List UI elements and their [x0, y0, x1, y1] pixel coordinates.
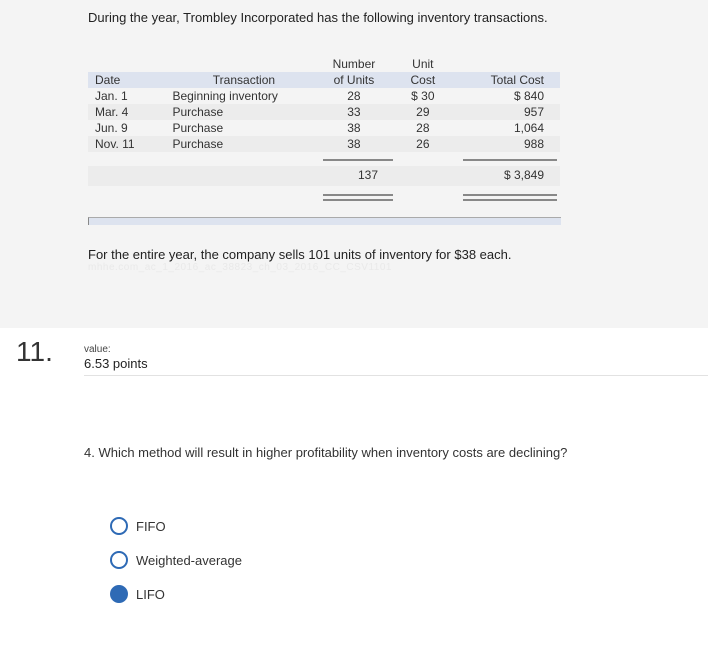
header-date: Date: [88, 72, 172, 88]
table-header-row: [88, 72, 560, 88]
cell-total: 988: [453, 136, 560, 152]
intro-text: During the year, Trombley Incorporated has the following inventory transactions.: [88, 10, 548, 25]
points-value: 6.53 points: [84, 356, 148, 371]
option-lifo[interactable]: [110, 584, 165, 604]
cell-transaction: Purchase: [172, 136, 315, 152]
cell-cost: 28: [392, 120, 453, 136]
sales-statement: For the entire year, the company sells 101 units of inventory for $38 each.: [88, 247, 512, 262]
units-subtotal-rule: [323, 159, 393, 161]
units-double-rule-2: [323, 199, 393, 201]
cell-date: Jun. 9: [88, 120, 172, 136]
watermark-text: mhhe.com_ac_1_2016_ac_38823_ch_03_2016_CC_CSV1101: [88, 262, 392, 273]
total-double-rule-1: [463, 194, 557, 196]
cell-date: Mar. 4: [88, 104, 172, 120]
header-cost-bottom: Cost: [392, 72, 453, 88]
cell-date: Jan. 1: [88, 88, 172, 104]
cell-units: 33: [315, 104, 392, 120]
cell-transaction: Purchase: [172, 104, 315, 120]
header-cost-top: Unit: [392, 56, 453, 72]
units-double-rule-1: [323, 194, 393, 196]
inventory-table: [88, 56, 560, 152]
option-label: FIFO: [136, 518, 166, 534]
option-weighted-average[interactable]: [110, 550, 242, 570]
cell-cost: 26: [392, 136, 453, 152]
question-text: 4. Which method will result in higher profitability when inventory costs are declining?: [84, 445, 568, 460]
total-double-rule-2: [463, 199, 557, 201]
radio-unselected-icon[interactable]: [110, 551, 128, 569]
header-total: Total Cost: [453, 72, 560, 88]
total-cost: $ 3,849: [503, 168, 544, 182]
table-row: [88, 88, 560, 104]
cell-date: Nov. 11: [88, 136, 172, 152]
cell-units: 38: [315, 136, 392, 152]
cell-cost: $ 30: [392, 88, 453, 104]
table-header-row-top: [88, 56, 560, 72]
table-bottom-band: [88, 217, 561, 225]
divider: [84, 375, 708, 376]
value-label: value:: [84, 344, 111, 355]
cell-total: 1,064: [453, 120, 560, 136]
radio-unselected-icon[interactable]: [110, 517, 128, 535]
table-row: [88, 136, 560, 152]
option-label: LIFO: [136, 586, 165, 602]
table-row: [88, 120, 560, 136]
option-label: Weighted-average: [136, 552, 242, 568]
cell-total: $ 840: [453, 88, 560, 104]
total-units: 137: [357, 168, 379, 182]
question-number: 11.: [16, 336, 53, 367]
cell-transaction: Beginning inventory: [172, 88, 315, 104]
cell-units: 28: [315, 88, 392, 104]
total-subtotal-rule: [463, 159, 557, 161]
option-fifo[interactable]: [110, 516, 166, 536]
radio-selected-icon[interactable]: [110, 585, 128, 603]
cell-cost: 29: [392, 104, 453, 120]
cell-total: 957: [453, 104, 560, 120]
header-transaction: Transaction: [172, 72, 315, 88]
header-units-top: Number: [315, 56, 392, 72]
cell-units: 38: [315, 120, 392, 136]
table-row: [88, 104, 560, 120]
cell-transaction: Purchase: [172, 120, 315, 136]
header-units-bottom: of Units: [315, 72, 392, 88]
